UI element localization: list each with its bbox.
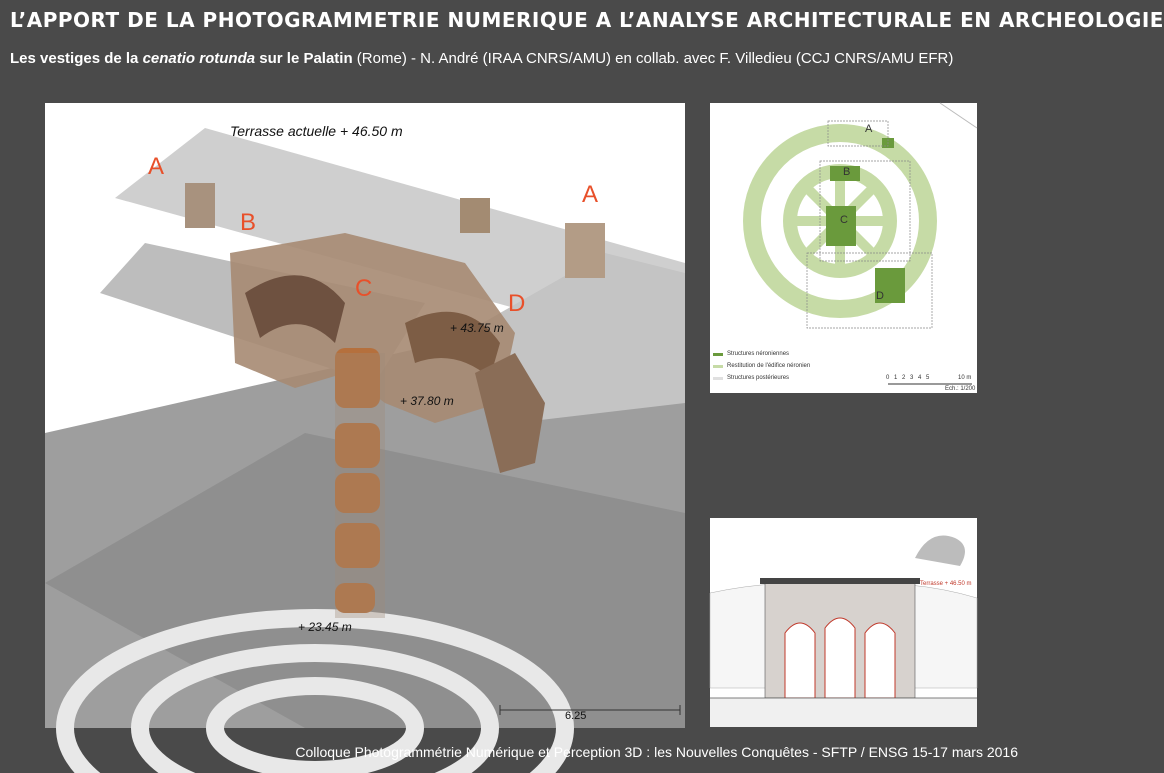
plan-label-a: A (865, 123, 873, 135)
elevation-3780-label: + 37.80 m (400, 394, 454, 408)
elevation-2345-label: + 23.45 m (298, 620, 352, 634)
section-terrace-label: Terrasse + 46.50 m (920, 581, 972, 587)
zone-label-c: C (355, 275, 373, 302)
scale-tick-2: 2 (902, 375, 906, 381)
subtitle-part1: Les vestiges de la (10, 50, 143, 67)
scale-tick-5: 5 (926, 375, 930, 381)
scale-tick-10: 10 m (958, 375, 972, 381)
plan-label-d: D (876, 290, 884, 302)
zone-label-a-left: A (148, 153, 165, 180)
legend-swatch-light (713, 365, 723, 368)
zone-label-a-right: A (582, 181, 599, 208)
ruin-fragment-b (565, 223, 605, 278)
legend-swatch-dark (713, 353, 723, 356)
scale-bar-label: 6.25 (565, 710, 587, 722)
ruin-fragment-c (460, 198, 490, 233)
subtitle-part3: (Rome) - N. André (IRAA CNRS/AMU) en collab. avec F. Villedieu (CCJ CNRS/AMU EFR) (352, 50, 954, 67)
subtitle-part2: sur le Palatin (255, 50, 353, 67)
stair-shaft (335, 353, 385, 618)
plan-drawing (710, 103, 977, 393)
zone-label-d: D (508, 290, 526, 317)
north-line (940, 103, 977, 128)
elevation-4375-label: + 43.75 m (450, 321, 504, 335)
arch (825, 618, 855, 698)
scale-tick-1: 1 (894, 375, 898, 381)
main-3d-view (45, 103, 685, 728)
plan-view (710, 103, 977, 393)
arch (785, 623, 815, 698)
section-roof (760, 578, 920, 584)
plan-label-b: B (843, 166, 851, 178)
zone-label-b: B (240, 209, 257, 236)
scale-tick-3: 3 (910, 375, 914, 381)
nero-structure (826, 206, 856, 246)
ruin-fragment-a (185, 183, 215, 228)
page-subtitle (10, 50, 953, 67)
legend-item-3: Structures postérieures (727, 375, 790, 381)
legend-item-2: Restitution de l'édifice néronien (727, 363, 811, 369)
scale-tick-4: 4 (918, 375, 922, 381)
vegetation (915, 536, 965, 567)
legend-swatch-grey (713, 377, 723, 380)
arch (865, 623, 895, 698)
scale-note: Ech.: 1/200 (945, 386, 976, 392)
footer-credit: Colloque Photogrammétrie Numérique et Perception 3D : les Nouvelles Conquêtes - SFTP / ENSG 15-17 mars 2016 (295, 744, 1018, 760)
section-drawing (710, 518, 977, 727)
section-view (710, 518, 977, 727)
legend-item-1: Structures néroniennes (727, 351, 790, 357)
ground-hatch (710, 698, 977, 727)
page-title: L’APPORT DE LA PHOTOGRAMMETRIE NUMERIQUE A L’ANALYSE ARCHITECTURALE EN ARCHEOLOGIE (10, 8, 1164, 32)
elevation-terrace-label: Terrasse actuelle + 46.50 m (230, 123, 403, 139)
scale-tick-0: 0 (886, 375, 890, 381)
subtitle-italic: cenatio rotunda (142, 50, 256, 67)
plan-label-c: C (840, 214, 848, 226)
section-arches (785, 618, 895, 698)
